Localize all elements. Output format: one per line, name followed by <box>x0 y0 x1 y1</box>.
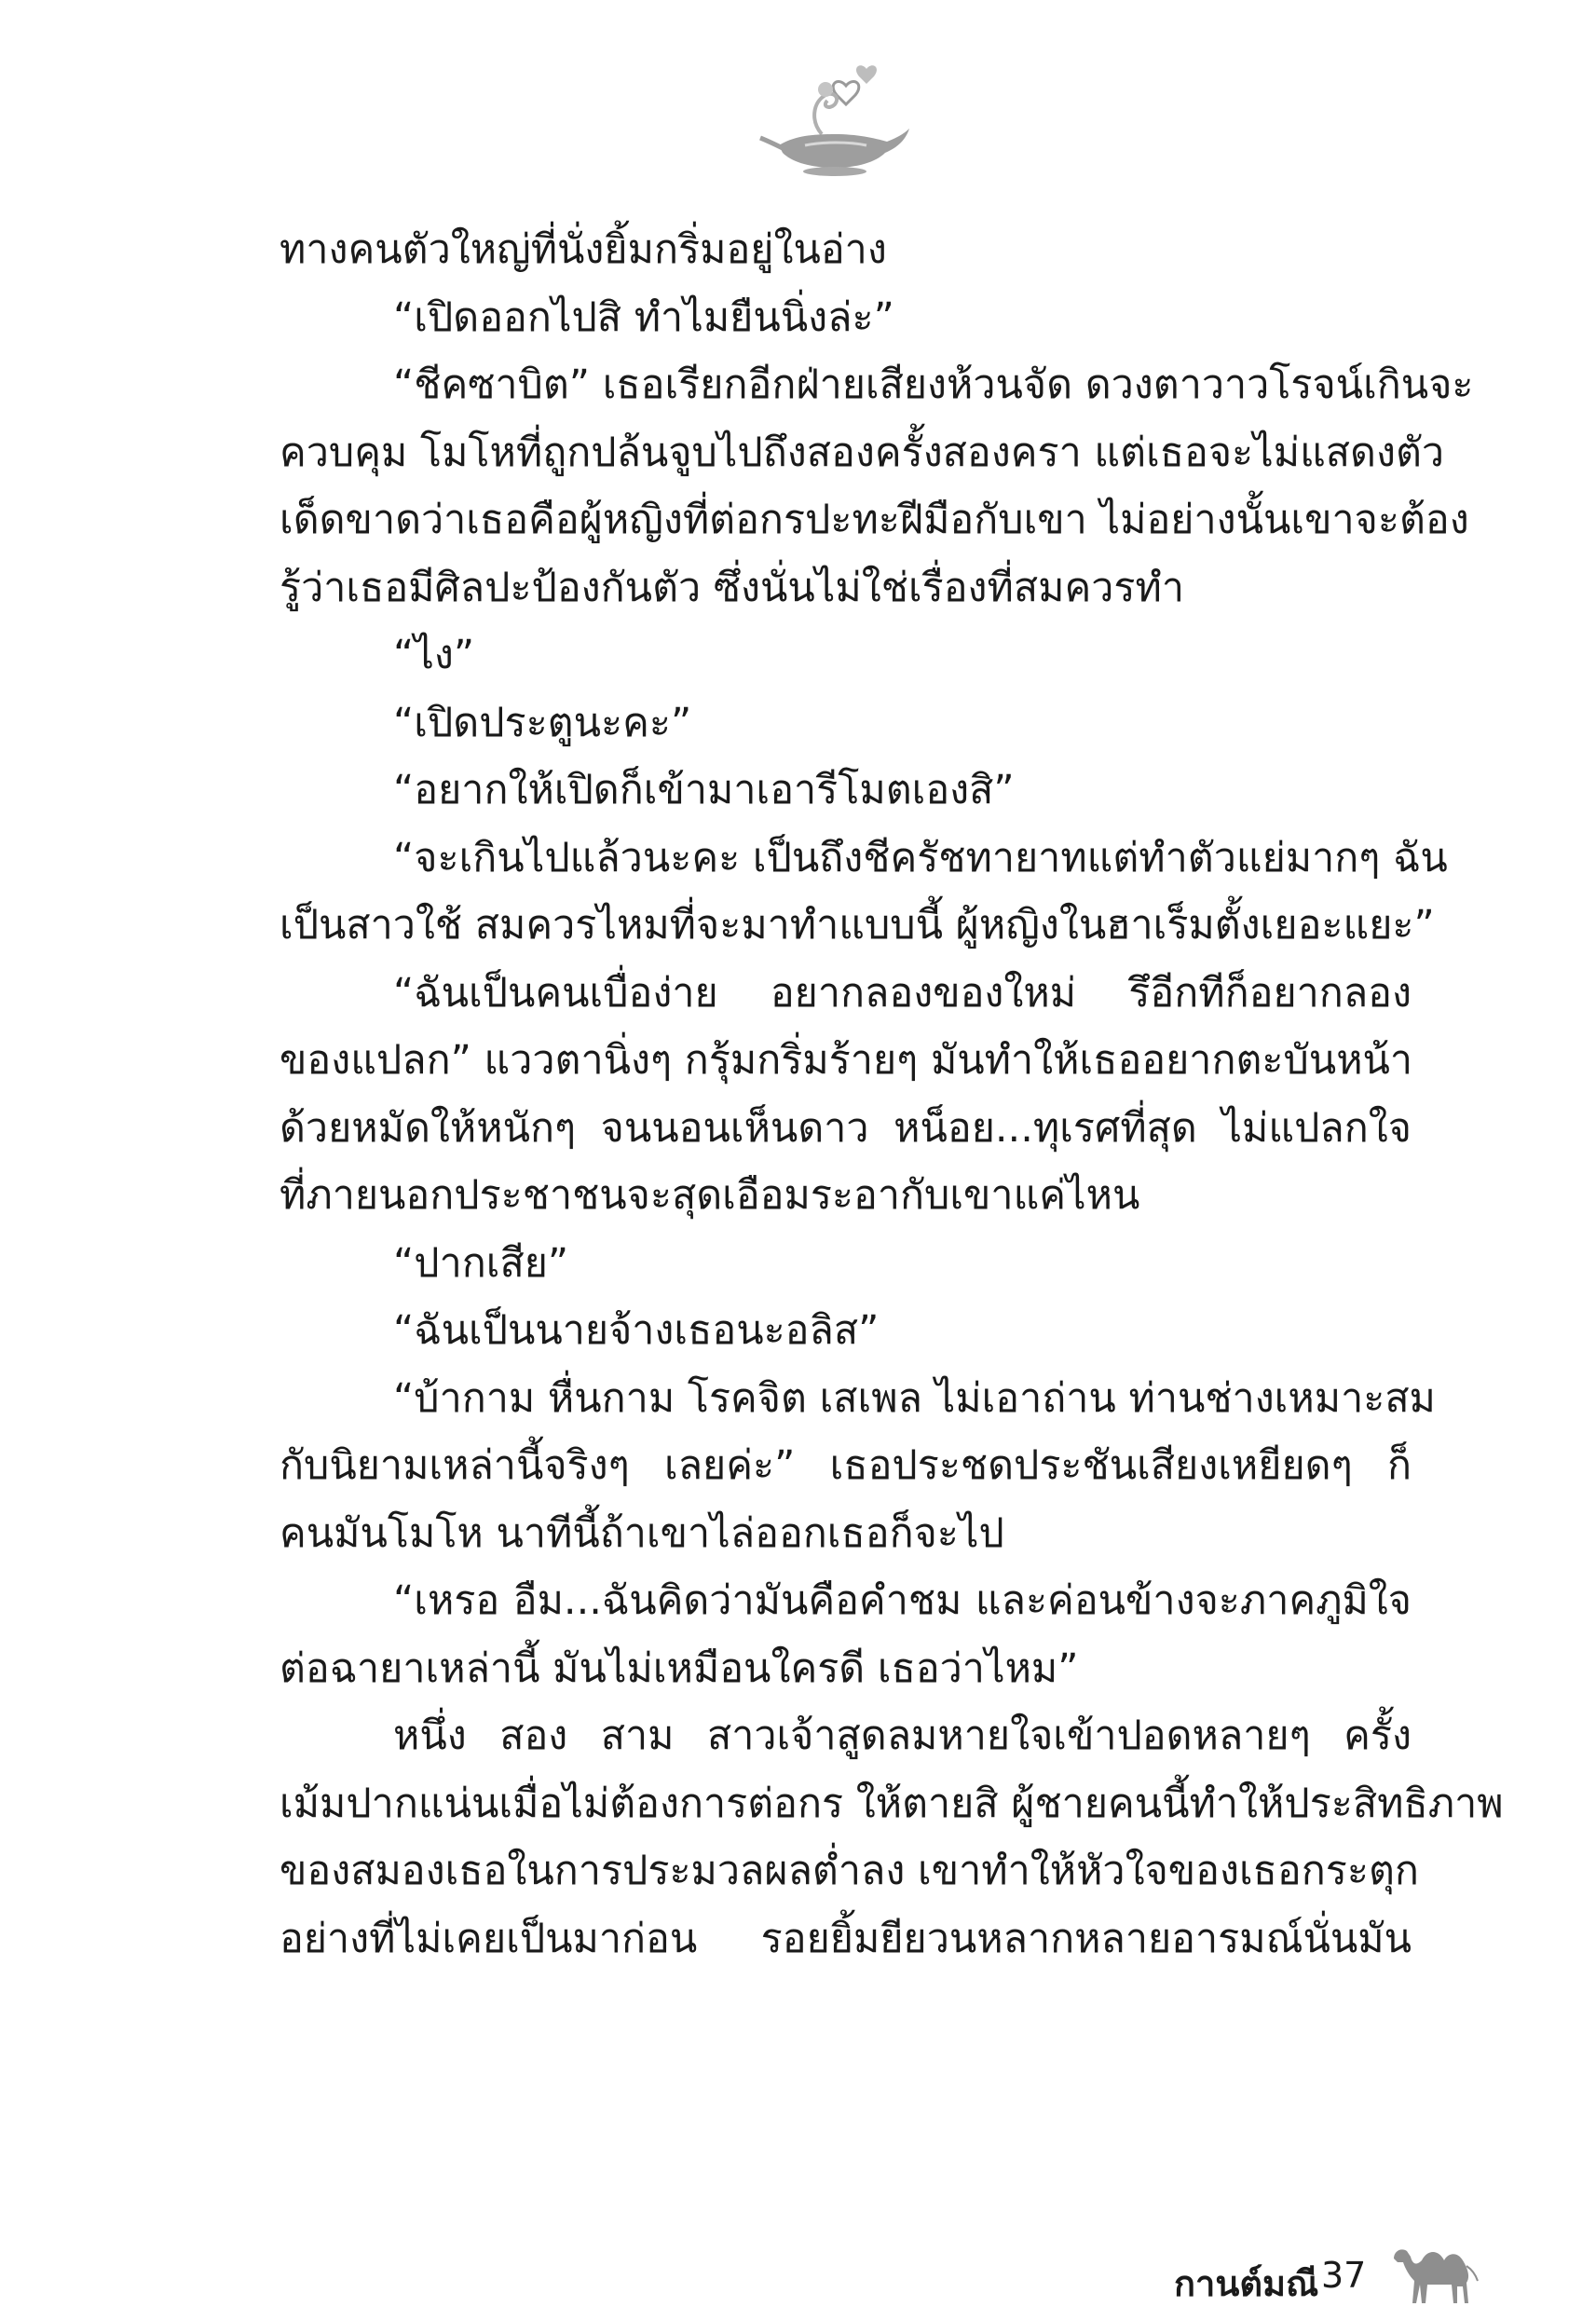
text-line: ทางคนตัวใหญ่ที่นั่งยิ้มกริ่มอยู่ในอ่าง <box>280 226 887 273</box>
page-number: 37 <box>1321 2255 1367 2296</box>
text-line: อย่างที่ไม่เคยเป็นมาก่อน รอยยิ้มยียวนหลากหลายอารมณ์นั่นมัน <box>280 1915 1412 1962</box>
text-line: “บ้ากาม หื่นกาม โรคจิต เสเพล ไม่เอาถ่าน ท่านช่างเหมาะสม <box>393 1374 1436 1422</box>
text-line: หนึ่ง สอง สาม สาวเจ้าสูดลมหายใจเข้าปอดหลายๆ ครั้ง <box>393 1713 1412 1759</box>
book-title: กานต์มณี <box>1174 2263 1319 2304</box>
text-line: ของแปลก” แววตานิ่งๆ กรุ้มกริ่มร้ายๆ มันทำให้เธออยากตะบันหน้า <box>280 1037 1413 1084</box>
text-line: “ปากเสีย” <box>393 1239 569 1287</box>
text-line: “เหรอ อืม...ฉันคิดว่ามันคือคำชม และค่อนข้างจะภาคภูมิใจ <box>393 1577 1412 1624</box>
camel-icon <box>1390 2238 1483 2305</box>
text-line: เป็นสาวใช้ สมควรไหมที่จะมาทำแบบนี้ ผู้หญิงในฮาเร็มตั้งเยอะแยะ” <box>280 902 1435 948</box>
text-line: “เปิดประตูนะคะ” <box>393 699 692 746</box>
text-line: ต่อฉายาเหล่านี้ มันไม่เหมือนใครดี เธอว่าไหม” <box>280 1644 1079 1692</box>
genie-lamp-icon <box>757 48 915 179</box>
text-line: รู้ว่าเธอมีศิลปะป้องกันตัว ซึ่งนั่นไม่ใช่เรื่องที่สมควรทำ <box>280 564 1184 611</box>
text-line: คนมันโมโห นาทีนี้ถ้าเขาไล่ออกเธอก็จะไป <box>280 1509 1004 1557</box>
text-line: “อยากให้เปิดก็เข้ามาเอารีโมตเองสิ” <box>393 767 1015 813</box>
text-line: “ไง” <box>393 632 475 678</box>
text-line: “จะเกินไปแล้วนะคะ เป็นถึงชีครัชทายาทแต่ทำตัวแย่มากๆ ฉัน <box>393 834 1448 881</box>
text-line: ควบคุม โมโหที่ถูกปล้นจูบไปถึงสองครั้งสองครา แต่เธอจะไม่แสดงตัว <box>280 429 1445 476</box>
body-text <box>280 216 1504 1972</box>
text-line: ของสมองเธอในการประมวลผลต่ำลง เขาทำให้หัวใจของเธอกระตุก <box>280 1848 1419 1894</box>
text-line: “ชีคซาบิต” เธอเรียกอีกฝ่ายเสียงห้วนจัด ดวงตาวาวโรจน์เกินจะ <box>393 362 1474 408</box>
text-line: “ฉันเป็นนายจ้างเธอนะอลิส” <box>393 1307 880 1354</box>
text-line: เด็ดขาดว่าเธอคือผู้หญิงที่ต่อกรปะทะฝีมือกับเขา ไม่อย่างนั้นเขาจะต้อง <box>280 497 1469 543</box>
text-line: “ฉันเป็นคนเบื่อง่าย อยากลองของใหม่ รึอีกทีก็อยากลอง <box>393 969 1412 1017</box>
text-line: ด้วยหมัดให้หนักๆ จนนอนเห็นดาว หน็อย...ทุเรศที่สุด ไม่แปลกใจ <box>280 1104 1412 1152</box>
text-line: ที่ภายนอกประชาชนจะสุดเอือมระอากับเขาแค่ไหน <box>280 1172 1140 1219</box>
text-line: “เปิดออกไปสิ ทำไมยืนนิ่งล่ะ” <box>393 293 894 341</box>
text-line: กับนิยามเหล่านี้จริงๆ เลยค่ะ” เธอประชดประชันเสียงเหยียดๆ ก็ <box>280 1442 1412 1489</box>
text-line: เม้มปากแน่นเมื่อไม่ต้องการต่อกร ให้ตายสิ ผู้ชายคนนี้ทำให้ประสิทธิภาพ <box>280 1780 1504 1827</box>
